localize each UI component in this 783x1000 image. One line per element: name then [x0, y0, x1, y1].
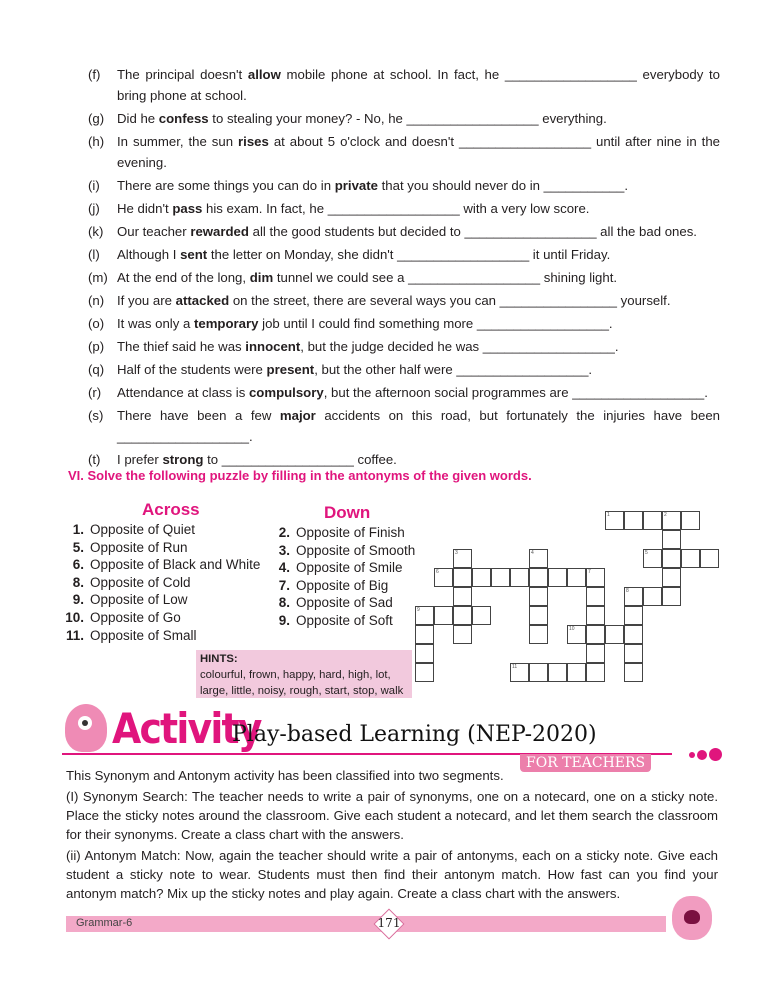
clue-number: 5.	[72, 539, 84, 555]
crossword-cell[interactable]	[434, 568, 453, 587]
item-label: (r)	[88, 385, 102, 400]
crossword-cell[interactable]	[453, 587, 472, 606]
clue-text: Opposite of Smile	[296, 560, 403, 576]
crossword-cell[interactable]	[624, 511, 643, 530]
across-clue	[56, 539, 260, 557]
item-text-after: accidents on this road, but fortunately the injuries have been __________________.	[117, 408, 721, 444]
activity-paragraph: (ii) Antonym Match: Now, again the teacher should write a pair of antonyms, each on a sticky note. Give each student a sticky note to wear. Students must then find their antonym match. How fast can you find your antonym match? Mix up the sticky notes and play again. Create a class chart with the answers.	[66, 848, 718, 901]
clue-number: 8.	[72, 574, 84, 590]
item-text-before: If you are	[117, 293, 176, 308]
item-text-before: He didn't	[117, 201, 173, 216]
cell-number: 3	[455, 550, 458, 556]
item-text	[117, 449, 720, 470]
clue-text: Opposite of Run	[90, 539, 188, 555]
down-clue	[262, 594, 415, 612]
crossword-cell[interactable]	[624, 606, 643, 625]
cell-number: 5	[645, 550, 648, 556]
crossword-cell[interactable]	[529, 625, 548, 644]
exercise-item	[88, 198, 720, 219]
item-label: (o)	[88, 316, 105, 331]
item-text-after: job until I could find something more __________________.	[258, 316, 613, 331]
crossword-cell[interactable]	[415, 663, 434, 682]
down-clue	[262, 524, 415, 542]
exercise-item	[88, 313, 720, 334]
down-clue	[262, 612, 415, 630]
book-name: Grammar-6	[76, 917, 133, 929]
item-keyword: major	[279, 408, 316, 423]
activity-header	[62, 700, 722, 775]
item-text-before: The thief said he was	[117, 339, 246, 354]
item-text-after: at about 5 o'clock and doesn't __________________ until after nine in the evening.	[117, 134, 720, 170]
crossword-cell[interactable]	[529, 587, 548, 606]
exercise-item	[88, 359, 720, 380]
across-clue	[56, 609, 260, 627]
crossword-cell[interactable]	[662, 549, 681, 568]
crossword-cell[interactable]	[529, 606, 548, 625]
clue-number: 10.	[65, 609, 84, 625]
crossword-cell[interactable]	[491, 568, 510, 587]
item-text	[117, 267, 720, 288]
crossword-cell[interactable]	[586, 625, 605, 644]
clue-text: Opposite of Small	[90, 627, 197, 643]
monster-mascot-icon	[672, 896, 712, 940]
item-text-after: his exam. In fact, he __________________ with a very low score.	[202, 201, 590, 216]
item-text	[117, 382, 720, 403]
item-label: (h)	[88, 134, 105, 149]
exercise-item	[88, 244, 720, 265]
exercise-items	[88, 64, 720, 472]
exercise-item	[88, 64, 720, 106]
crossword-cell[interactable]	[586, 644, 605, 663]
crossword-cell[interactable]	[662, 587, 681, 606]
item-text-after: mobile phone at school. In fact, he __________________ everybody to bring phone at school.	[117, 67, 720, 103]
activity-paragraph: This Synonym and Antonym activity has been classified into two segments.	[66, 768, 504, 783]
item-text	[117, 405, 720, 447]
item-text-after: tunnel we could see a __________________ shining light.	[273, 270, 618, 285]
crossword-cell[interactable]	[529, 568, 548, 587]
exercise-item	[88, 131, 720, 173]
crossword-cell[interactable]	[453, 568, 472, 587]
item-text-before: At the end of the long,	[117, 270, 250, 285]
clue-number: 4.	[278, 560, 290, 576]
clue-number: 6.	[72, 557, 84, 573]
item-text-after: to stealing your money? - No, he __________________ everything.	[208, 111, 607, 126]
exercise-item	[88, 382, 720, 403]
crossword-cell[interactable]	[472, 568, 491, 587]
page-number-text: 171	[377, 916, 401, 930]
crossword-cell[interactable]	[529, 549, 548, 568]
crossword-cell[interactable]	[586, 606, 605, 625]
cell-number: 2	[664, 512, 667, 518]
item-text	[117, 313, 720, 334]
item-keyword: temporary	[193, 316, 259, 331]
item-keyword: rises	[238, 134, 269, 149]
crossword-cell[interactable]	[567, 568, 586, 587]
item-text	[117, 290, 720, 311]
crossword-cell[interactable]	[586, 663, 605, 682]
item-label: (m)	[88, 270, 108, 285]
crossword-cell[interactable]	[415, 644, 434, 663]
clue-number: 3.	[278, 542, 290, 558]
item-text	[117, 221, 720, 242]
item-text-before: Half of the students were	[117, 362, 267, 377]
item-text-before: Attendance at class is	[117, 385, 249, 400]
crossword-cell[interactable]	[472, 606, 491, 625]
item-keyword: pass	[172, 201, 203, 216]
crossword-cell[interactable]	[643, 587, 662, 606]
crossword-cell[interactable]	[681, 511, 700, 530]
clue-text: Opposite of Quiet	[90, 522, 196, 537]
activity-title: Play-based Learning (NEP-2020)	[232, 722, 597, 747]
clue-number: 7.	[278, 577, 290, 593]
dots-decoration-icon	[687, 746, 722, 764]
crossword-cell[interactable]	[415, 606, 434, 625]
item-label: (f)	[88, 67, 101, 82]
cell-number: 8	[626, 588, 629, 594]
down-heading: Down	[324, 503, 371, 522]
across-heading: Across	[142, 500, 200, 519]
across-clue	[56, 521, 260, 539]
item-text	[117, 198, 720, 219]
item-label: (i)	[88, 178, 100, 193]
item-text	[117, 131, 720, 173]
exercise-item	[88, 290, 720, 311]
item-keyword: dim	[249, 270, 274, 285]
item-text-before: The principal doesn't	[117, 67, 248, 82]
clue-number: 1.	[72, 522, 84, 537]
across-clue	[56, 591, 260, 609]
crossword-cell[interactable]	[700, 549, 719, 568]
crossword-cell[interactable]	[529, 663, 548, 682]
item-text-before: Although I	[117, 247, 181, 262]
clue-text: Opposite of Black and White	[90, 557, 261, 573]
item-label: (l)	[88, 247, 100, 262]
item-keyword: rewarded	[190, 224, 249, 239]
item-keyword: compulsory	[248, 385, 324, 400]
crossword-cell[interactable]	[643, 511, 662, 530]
down-clues	[262, 524, 415, 630]
item-text-before: There have been a few	[117, 408, 280, 423]
item-label: (s)	[88, 408, 104, 423]
across-clue	[56, 574, 260, 592]
crossword-cell[interactable]	[624, 587, 643, 606]
crossword-cell[interactable]	[567, 625, 586, 644]
item-keyword: strong	[162, 452, 204, 467]
crossword-cell[interactable]	[548, 663, 567, 682]
item-text-after: , but the afternoon social programmes are __________________.	[323, 385, 708, 400]
exercise-item	[88, 267, 720, 288]
item-text	[117, 175, 720, 196]
hints-box	[196, 650, 412, 698]
crossword-cell[interactable]	[586, 568, 605, 587]
across-clue	[56, 627, 260, 645]
item-label: (j)	[88, 201, 100, 216]
cell-number: 7	[588, 569, 591, 575]
activity-description	[66, 766, 718, 905]
exercise-item	[88, 449, 720, 470]
crossword-cell[interactable]	[434, 606, 453, 625]
hints-text: colourful, frown, happy, hard, high, lot, large, little, noisy, rough, start, stop, walk	[200, 669, 404, 697]
item-keyword: innocent	[245, 339, 301, 354]
item-label: (k)	[88, 224, 104, 239]
question-vi-instruction: VI. Solve the following puzzle by filling in the antonyms of the given words.	[68, 468, 532, 483]
cell-number: 9	[417, 607, 420, 613]
item-label: (t)	[88, 452, 101, 467]
for-teachers-badge: FOR TEACHERS	[520, 754, 651, 772]
item-text-before: Our teacher	[117, 224, 191, 239]
cell-number: 10	[569, 626, 575, 632]
crossword-cell[interactable]	[624, 663, 643, 682]
crossword-cell[interactable]	[662, 568, 681, 587]
item-text	[117, 64, 720, 106]
cell-number: 11	[512, 664, 518, 670]
item-text	[117, 108, 720, 129]
item-text-after: , but the other half were __________________.	[314, 362, 593, 377]
down-clue	[262, 542, 415, 560]
exercise-item	[88, 405, 720, 447]
crossword-cell[interactable]	[605, 511, 624, 530]
item-label: (n)	[88, 293, 105, 308]
item-label: (g)	[88, 111, 105, 126]
page-number	[375, 910, 403, 938]
crossword-cell[interactable]	[662, 530, 681, 549]
crossword-cell[interactable]	[415, 625, 434, 644]
activity-paragraph: (I) Synonym Search: The teacher needs to write a pair of synonyms, one on a notecard, one on a sticky note. Place the sticky notes around the classroom. Give each student a notecard, and let them search the classroom for their synonyms. Create a class chart with the answers.	[66, 789, 718, 842]
monster-mascot-icon	[65, 704, 107, 752]
cell-number: 6	[436, 569, 439, 575]
crossword-cell[interactable]	[567, 663, 586, 682]
crossword-cell[interactable]	[662, 511, 681, 530]
item-text-after: that you should never do in ___________.	[377, 178, 628, 193]
clue-text: Opposite of Soft	[296, 612, 393, 628]
across-clue	[56, 556, 260, 574]
hints-title: HINTS:	[200, 653, 238, 665]
activity-word: Activity	[112, 704, 261, 753]
crossword-cell[interactable]	[453, 549, 472, 568]
item-text-after: all the good students but decided to __________________ all the bad ones.	[248, 224, 697, 239]
item-keyword: attacked	[175, 293, 230, 308]
exercise-item	[88, 108, 720, 129]
crossword-cell[interactable]	[605, 625, 624, 644]
item-text	[117, 359, 720, 380]
crossword-cell[interactable]	[548, 568, 567, 587]
item-keyword: present	[266, 362, 315, 377]
item-text-after: the letter on Monday, she didn't __________________ it until Friday.	[207, 247, 611, 262]
item-label: (q)	[88, 362, 105, 377]
item-text-before: I prefer	[117, 452, 163, 467]
item-keyword: sent	[180, 247, 208, 262]
clue-text: Opposite of Smooth	[296, 542, 416, 558]
item-text-after: to __________________ coffee.	[203, 452, 397, 467]
clue-text: Opposite of Big	[296, 577, 389, 593]
down-clue	[262, 577, 415, 595]
clue-number: 11.	[65, 627, 84, 643]
item-text-before: Did he	[117, 111, 159, 126]
item-label: (p)	[88, 339, 105, 354]
clue-number: 9.	[72, 592, 84, 608]
across-clues	[56, 521, 260, 644]
cell-number: 1	[607, 512, 610, 518]
clue-text: Opposite of Finish	[296, 525, 405, 540]
item-text-after: , but the judge decided he was __________________.	[300, 339, 619, 354]
crossword-cell[interactable]	[510, 568, 529, 587]
item-text-before: It was only a	[117, 316, 194, 331]
clue-number: 9.	[278, 612, 290, 628]
clue-text: Opposite of Sad	[296, 595, 393, 611]
item-text-before: In summer, the sun	[117, 134, 239, 149]
crossword-cell[interactable]	[624, 644, 643, 663]
item-keyword: private	[334, 178, 378, 193]
exercise-item	[88, 175, 720, 196]
exercise-item	[88, 336, 720, 357]
item-text-before: There are some things you can do in	[117, 178, 335, 193]
clue-number: 2.	[278, 525, 290, 540]
crossword-cell[interactable]	[643, 549, 662, 568]
item-keyword: confess	[158, 111, 209, 126]
crossword-cell[interactable]	[586, 587, 605, 606]
clue-text: Opposite of Go	[90, 609, 181, 625]
item-text	[117, 336, 720, 357]
down-clue	[262, 559, 415, 577]
cell-number: 4	[531, 550, 534, 556]
item-text-after: on the street, there are several ways you can ________________ yourself.	[229, 293, 671, 308]
crossword-cell[interactable]	[681, 549, 700, 568]
clue-text: Opposite of Cold	[90, 574, 191, 590]
crossword-cell[interactable]	[453, 625, 472, 644]
item-text	[117, 244, 720, 265]
footer-bar	[66, 916, 666, 932]
crossword-cell[interactable]	[624, 625, 643, 644]
exercise-item	[88, 221, 720, 242]
clue-text: Opposite of Low	[90, 592, 188, 608]
clue-number: 8.	[278, 595, 290, 611]
crossword-cell[interactable]	[510, 663, 529, 682]
crossword-cell[interactable]	[453, 606, 472, 625]
item-keyword: allow	[247, 67, 281, 82]
